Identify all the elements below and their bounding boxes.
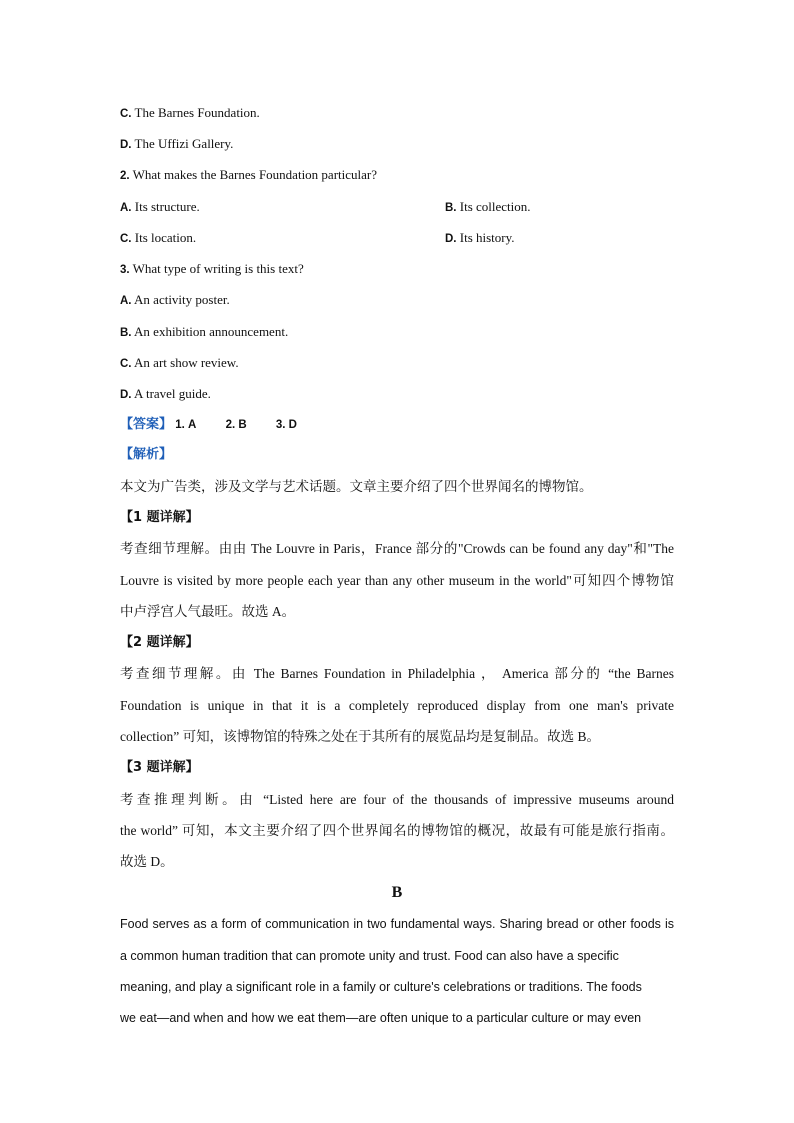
q3-option-c xyxy=(120,355,239,372)
q2-option-b xyxy=(445,199,531,216)
detail-1-line: Louvre is visited by more people each year than any other museum in the world"可知四个博物馆 xyxy=(120,573,674,588)
option-label: A. xyxy=(120,295,132,307)
analysis-summary: 本文为广告类，涉及文学与艺术话题。文章主要介绍了四个世界闻名的博物馆。 xyxy=(120,479,593,494)
option-label: A. xyxy=(120,202,132,214)
option-text: Its structure. xyxy=(131,199,200,214)
option-label: B. xyxy=(445,202,457,214)
detail-1-line: 考查细节理解。由由 The Louvre in Paris，France 部分的"Crowds can be found any day"和"The xyxy=(120,541,674,556)
option-label: D. xyxy=(445,233,457,245)
option-label: D. xyxy=(120,389,132,401)
answer-item: 1. A xyxy=(175,419,197,431)
passage-line: a common human tradition that can promote unity and trust. Food can also have a specific xyxy=(120,949,619,963)
question-number: 3. xyxy=(120,264,130,276)
answer-heading: 【答案】 xyxy=(120,417,173,432)
q3-option-b xyxy=(120,324,288,341)
passage-line: Food serves as a form of communication in two fundamental ways. Sharing bread or other foods is xyxy=(120,917,674,931)
detail-3-heading: 【3 题详解】 xyxy=(120,760,199,775)
detail-1-line: 中卢浮宫人气最旺。故选 A。 xyxy=(120,604,296,619)
option-text: The Uffizi Gallery. xyxy=(131,136,234,151)
option-text: Its history. xyxy=(456,230,515,245)
option-text: An art show review. xyxy=(131,355,239,370)
q3-option-d xyxy=(120,386,211,403)
question-text: What makes the Barnes Foundation particular? xyxy=(129,167,377,182)
detail-3-line: the world” 可知，本文主要介绍了四个世界闻名的博物馆的概况，故最有可能是旅行指南。 xyxy=(120,823,674,838)
detail-2-line: collection” 可知，该博物馆的特殊之处在于其所有的展览品均是复制品。故选 B。 xyxy=(120,729,600,744)
detail-3-line: 考查推理判断。由 “Listed here are four of the thousands of impressive museums around xyxy=(120,792,674,807)
option-text: A travel guide. xyxy=(131,386,211,401)
detail-2-heading: 【2 题详解】 xyxy=(120,635,199,650)
q1-option-d xyxy=(120,136,233,153)
passage-line: we eat—and when and how we eat them—are often unique to a particular culture or may even xyxy=(120,1011,642,1025)
detail-3-line: 故选 D。 xyxy=(120,854,174,869)
option-text: Its collection. xyxy=(456,199,531,214)
q2-option-c xyxy=(120,230,196,247)
option-text: Its location. xyxy=(131,230,197,245)
option-label: C. xyxy=(120,233,132,245)
option-text: The Barnes Foundation. xyxy=(131,105,260,120)
option-label: D. xyxy=(120,139,132,151)
detail-2-line: 考查细节理解。由 The Barnes Foundation in Philadelphia ， America 部分的 “the Barnes xyxy=(120,666,674,681)
option-label: C. xyxy=(120,108,132,120)
q2-option-d xyxy=(445,230,515,247)
question-text: What type of writing is this text? xyxy=(129,261,304,276)
section-title: B xyxy=(391,884,403,901)
q1-option-c xyxy=(120,105,260,122)
passage-line: meaning, and play a significant role in a family or culture's celebrations or traditions. The foods xyxy=(120,980,642,994)
answer-item: 3. D xyxy=(275,419,297,431)
answer-item: 2. B xyxy=(225,419,247,431)
question-number: 2. xyxy=(120,170,130,182)
option-label: C. xyxy=(120,358,132,370)
q2-stem xyxy=(120,167,377,184)
detail-1-heading: 【1 题详解】 xyxy=(120,510,199,525)
option-text: An activity poster. xyxy=(131,292,230,307)
q2-option-a xyxy=(120,199,200,216)
answer-list xyxy=(175,419,323,431)
option-label: B. xyxy=(120,327,132,339)
option-text: An exhibition announcement. xyxy=(131,324,289,339)
q3-option-a xyxy=(120,292,230,309)
detail-2-line: Foundation is unique in that it is a completely reproduced display from one man's private xyxy=(120,698,674,713)
analysis-heading: 【解析】 xyxy=(120,447,173,462)
q3-stem xyxy=(120,261,304,278)
answer-line xyxy=(120,416,323,433)
